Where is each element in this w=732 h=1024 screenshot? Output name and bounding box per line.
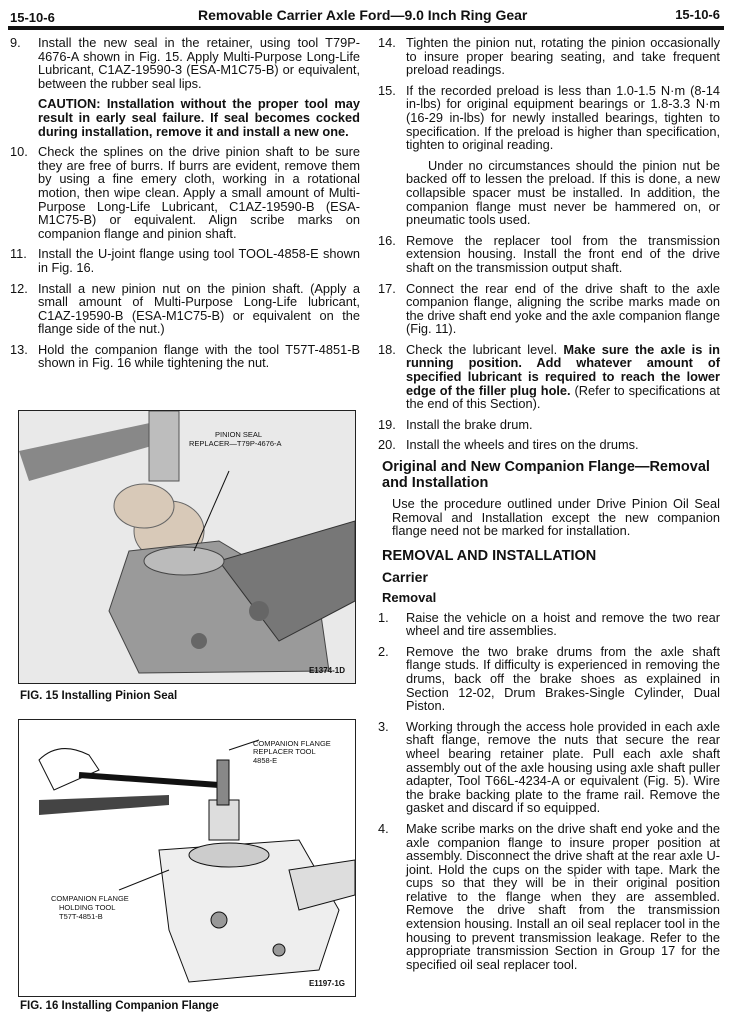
fig16-left-label-line2: HOLDING TOOL <box>59 903 116 912</box>
step-text: Tighten the pinion nut, rotating the pinion occasionally to insure proper bearing seating, and take frequent preload readings. <box>406 35 720 78</box>
page-number-right: 15-10-6 <box>675 7 720 22</box>
section-heading-companion-flange: Original and New Companion Flange—Removal and Installation <box>382 459 710 492</box>
figure-15-photo <box>18 410 356 684</box>
step-number: 1. <box>378 609 389 625</box>
step-number: 18. <box>378 341 396 357</box>
fig16-code: E1197-1G <box>308 979 345 988</box>
step-text: Working through the access hole provided in each axle shaft flange, remove the nuts that secure the rear wheel bearing retainer plate. Pull each axle shaft assembly out of the axle housing using axle shaft puller adapter, Tool T66L-4234-A or equivalent (Fig. 5). Wire the brake backing plate to the frame rail. Remove the gasket and discard if so equipped. <box>406 718 720 816</box>
page-title: Removable Carrier Axle Ford—9.0 Inch Ring Gear <box>198 7 528 23</box>
subheading-carrier: Carrier <box>382 569 428 586</box>
caution-block <box>10 97 360 138</box>
fig16-left-label-line1: COMPANION FLANGE <box>51 894 129 903</box>
step-20 <box>378 438 720 452</box>
figure-15-caption: FIG. 15 Installing Pinion Seal <box>20 690 178 702</box>
step-10 <box>10 145 360 240</box>
step-15 <box>378 84 720 152</box>
step-number: 9. <box>10 35 21 50</box>
step-number: 19. <box>378 416 396 432</box>
caution-text: CAUTION: Installation without the proper tool may result in early seal failure. If seal becomes cocked during installation, remove it and install a new one. <box>38 96 360 139</box>
fig16-top-label-line2: REPLACER TOOL <box>253 747 316 756</box>
removal-step-1 <box>378 611 720 638</box>
fig15-label-line2: REPLACER—T79P-4676-A <box>189 439 282 448</box>
left-column <box>10 36 360 377</box>
subheading-removal: Removal <box>382 590 437 605</box>
step-text: If the recorded preload is less than 1.0-1.5 N·m (8-14 in-lbs) for original equipment bearings or 1.8-3.3 N·m (16-29 in-lbs) for newly installed bearings, tighten to specification. If the preload is higher than specification, tighten to original reading. <box>406 82 720 153</box>
step-18-text-a: Check the lubricant level. <box>406 341 564 357</box>
step-text: Remove the replacer tool from the transmission extension housing. Install the front end of the drive shaft on the transmission output shaft. <box>406 232 720 275</box>
step-text: Install the U-joint flange using tool TOOL-4858-E shown in Fig. 16. <box>38 246 360 275</box>
step-number: 20. <box>378 437 396 453</box>
header-rule <box>8 26 724 30</box>
page-number-left: 15-10-6 <box>10 10 55 25</box>
fig16-left-label-line3: T57T-4851-B <box>59 912 103 921</box>
figure-16-drawing <box>18 719 356 997</box>
section-heading-removal-installation: REMOVAL AND INSTALLATION <box>382 547 597 564</box>
step-number: 4. <box>378 820 389 836</box>
removal-step-4 <box>378 822 720 972</box>
page-header <box>8 4 720 28</box>
step-text <box>406 343 720 411</box>
removal-step-2 <box>378 645 720 713</box>
step-number: 13. <box>10 341 28 357</box>
step-number: 14. <box>378 35 396 50</box>
step-text: Raise the vehicle on a hoist and remove the two rear wheel and tire assemblies. <box>406 609 720 639</box>
step-18-text-b: (Refer to specifications at the end of this Section). <box>406 382 720 412</box>
step-number: 17. <box>378 280 396 296</box>
step-text: Remove the two brake drums from the axle shaft flange studs. If difficulty is experienced in removing the drums, back off the brake shoes as explained in Section 12-02, Drum Brakes-Single Cylinder, Dual Piston. <box>406 643 720 714</box>
step-16 <box>378 234 720 275</box>
step-number: 3. <box>378 718 389 734</box>
step-number: 11. <box>10 246 27 262</box>
fig15-label-line1: PINION SEAL <box>215 430 263 439</box>
pinion-seal-illustration <box>19 411 355 683</box>
removal-step-3 <box>378 720 720 815</box>
step-text: Install the brake drum. <box>406 416 533 432</box>
step-18 <box>378 343 720 411</box>
step-13 <box>10 343 360 370</box>
step-number: 15. <box>378 82 396 98</box>
companion-flange-illustration <box>19 720 355 996</box>
figure-16-caption: FIG. 16 Installing Companion Flange <box>20 1000 219 1012</box>
step-17 <box>378 282 720 336</box>
step-text: Hold the companion flange with the tool T57T-4851-B shown in Fig. 16 while tightening the nut. <box>38 341 360 371</box>
right-column <box>378 36 720 978</box>
step-14 <box>378 36 720 77</box>
step-number: 16. <box>378 232 396 248</box>
step-text: Check the splines on the drive pinion shaft to be sure they are free of burrs. If burrs are evident, remove them by using a fine emery cloth, working in a rotational motion, then wipe clean. Apply a small amount of Multi-Purpose Long-Life Lubricant, C1AZ-19590-B (ESA-M1C75-B) or equivalent. Align scribe marks on companion flange and pinion shaft. <box>38 144 360 241</box>
companion-flange-paragraph: Use the procedure outlined under Drive Pinion Oil Seal Removal and Installation except the new companion flange need not be marked for installation. <box>392 496 720 539</box>
step-19 <box>378 418 720 432</box>
step-text: Install the wheels and tires on the drums. <box>406 437 639 453</box>
step-number: 2. <box>378 643 389 659</box>
step-11 <box>10 247 360 274</box>
step-18-warning: Make sure the axle is in running position. Add whatever amount of specified lubricant is required to reach the lower edge of the filler plug hole. <box>406 341 720 398</box>
fig16-top-label-line3: 4858-E <box>253 756 278 765</box>
step-9 <box>10 36 360 90</box>
preload-note: Under no circumstances should the pinion nut be backed off to lessen the preload. If this is done, a new collapsible spacer must be installed. In addition, the companion flange must never be hammered on, or pneumatic tools used. <box>406 157 720 228</box>
step-12 <box>10 282 360 336</box>
step-text: Connect the rear end of the drive shaft to the axle companion flange, aligning the scribe marks made on the drive shaft end yoke and the axle companion flange (Fig. 11). <box>406 280 720 337</box>
step-text: Make scribe marks on the drive shaft end yoke and the axle companion flange to insure proper position at assembly. Disconnect the drive shaft at the rear axle U-joint. Hold the cups on the spider with tape. Mark the cups so that they will be in their original position relative to the flange when they are assembled. Remove the drive shaft from the transmission extension housing. Install an oil seal replacer tool in the housing to prevent transmission leakage. Refer to the appropriate transmission Section in Group 17 for the specified oil seal replacer tool. <box>406 820 720 972</box>
fig16-top-label-line1: COMPANION FLANGE <box>253 739 331 748</box>
fig15-code: E1374-1D <box>308 666 345 675</box>
step-number: 10. <box>10 144 28 160</box>
step-text: Install a new pinion nut on the pinion shaft. (Apply a small amount of Multi-Purpose Long-Life lubricant, C1AZ-19590-B (ESA-M1C75-B) or equivalent on the flange side of the nut.) <box>38 280 360 337</box>
step-number: 12. <box>10 280 28 296</box>
step-text: Install the new seal in the retainer, using tool T79P-4676-A shown in Fig. 15. Apply Multi-Purpose Long-Life Lubricant, C1AZ-19590-3 (ESA-M1C75-B) or equivalent, between the rubber seal lips. <box>38 35 360 91</box>
